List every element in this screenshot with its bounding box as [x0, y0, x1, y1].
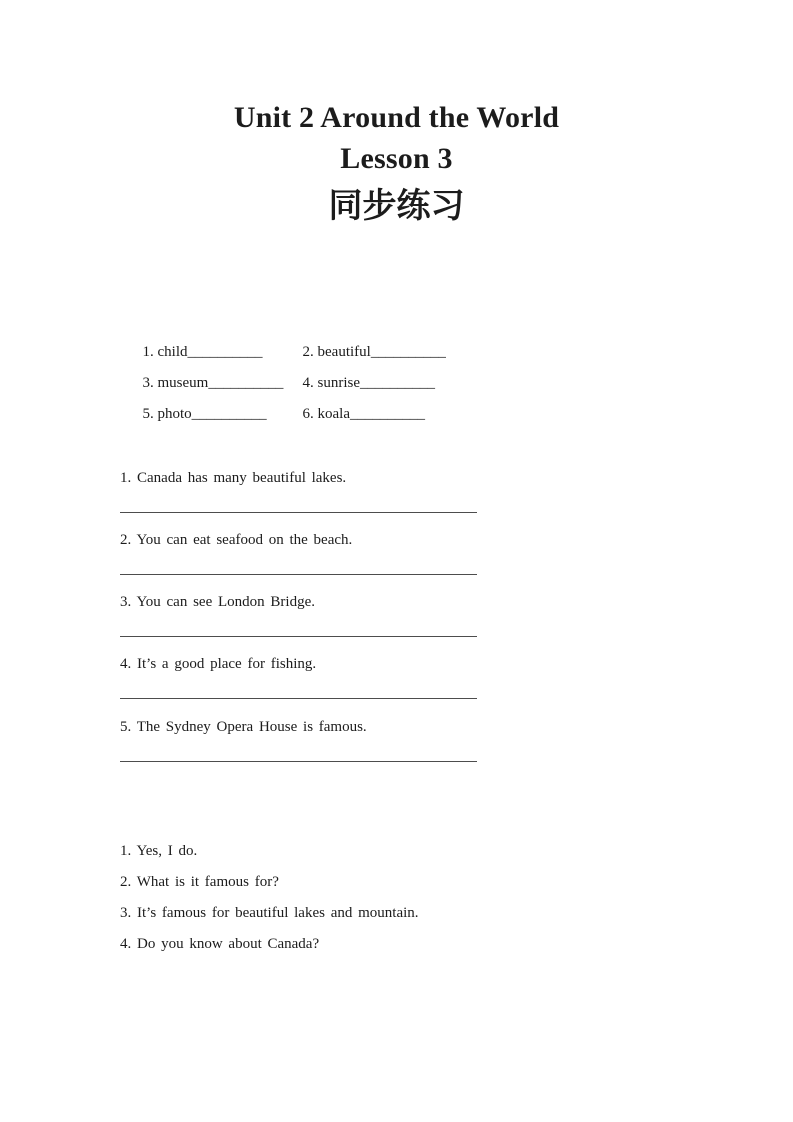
sentence-text: 4. It’s a good place for fishing. [120, 656, 317, 672]
answer-blank-line [120, 512, 477, 513]
sentence-text: 3. You can see London Bridge. [120, 594, 315, 610]
word-item: 6. koala__________ [302, 406, 425, 422]
sentence-text: 1. Canada has many beautiful lakes. [120, 470, 347, 486]
answer-line-text: 2. What is it famous for? [120, 874, 279, 890]
answer-blank-line [120, 761, 477, 762]
word-item: 5. photo__________ [142, 406, 267, 422]
answer-blank-line [120, 574, 477, 575]
answers-section [120, 836, 419, 960]
answer-line-text: 1. Yes, I do. [120, 843, 198, 859]
sentence-block [120, 655, 477, 699]
answer-line-text: 3. It’s famous for beautiful lakes and mountain. [120, 905, 419, 921]
word-item: 1. child__________ [142, 344, 263, 360]
page-title-line-1: Unit 2 Around the World [233, 101, 560, 134]
sentence-block [120, 469, 477, 513]
word-exercise-section [120, 306, 446, 422]
page-subtitle-chinese: 同步练习 [328, 186, 465, 226]
word-item: 2. beautiful__________ [302, 344, 446, 360]
title-block [0, 97, 793, 225]
answer-line-text: 4. Do you know about Canada? [120, 936, 320, 952]
sentence-block [120, 718, 477, 762]
word-item: 4. sunrise__________ [302, 375, 435, 391]
page-title-line-2: Lesson 3 [340, 142, 453, 175]
sentence-block [120, 531, 477, 575]
sentence-block [120, 593, 477, 637]
word-row [120, 306, 446, 360]
answer-blank-line [120, 636, 477, 637]
word-item: 3. museum__________ [142, 375, 284, 391]
sentence-text: 2. You can eat seafood on the beach. [120, 532, 353, 548]
sentence-text: 5. The Sydney Opera House is famous. [120, 719, 367, 735]
answer-blank-line [120, 698, 477, 699]
